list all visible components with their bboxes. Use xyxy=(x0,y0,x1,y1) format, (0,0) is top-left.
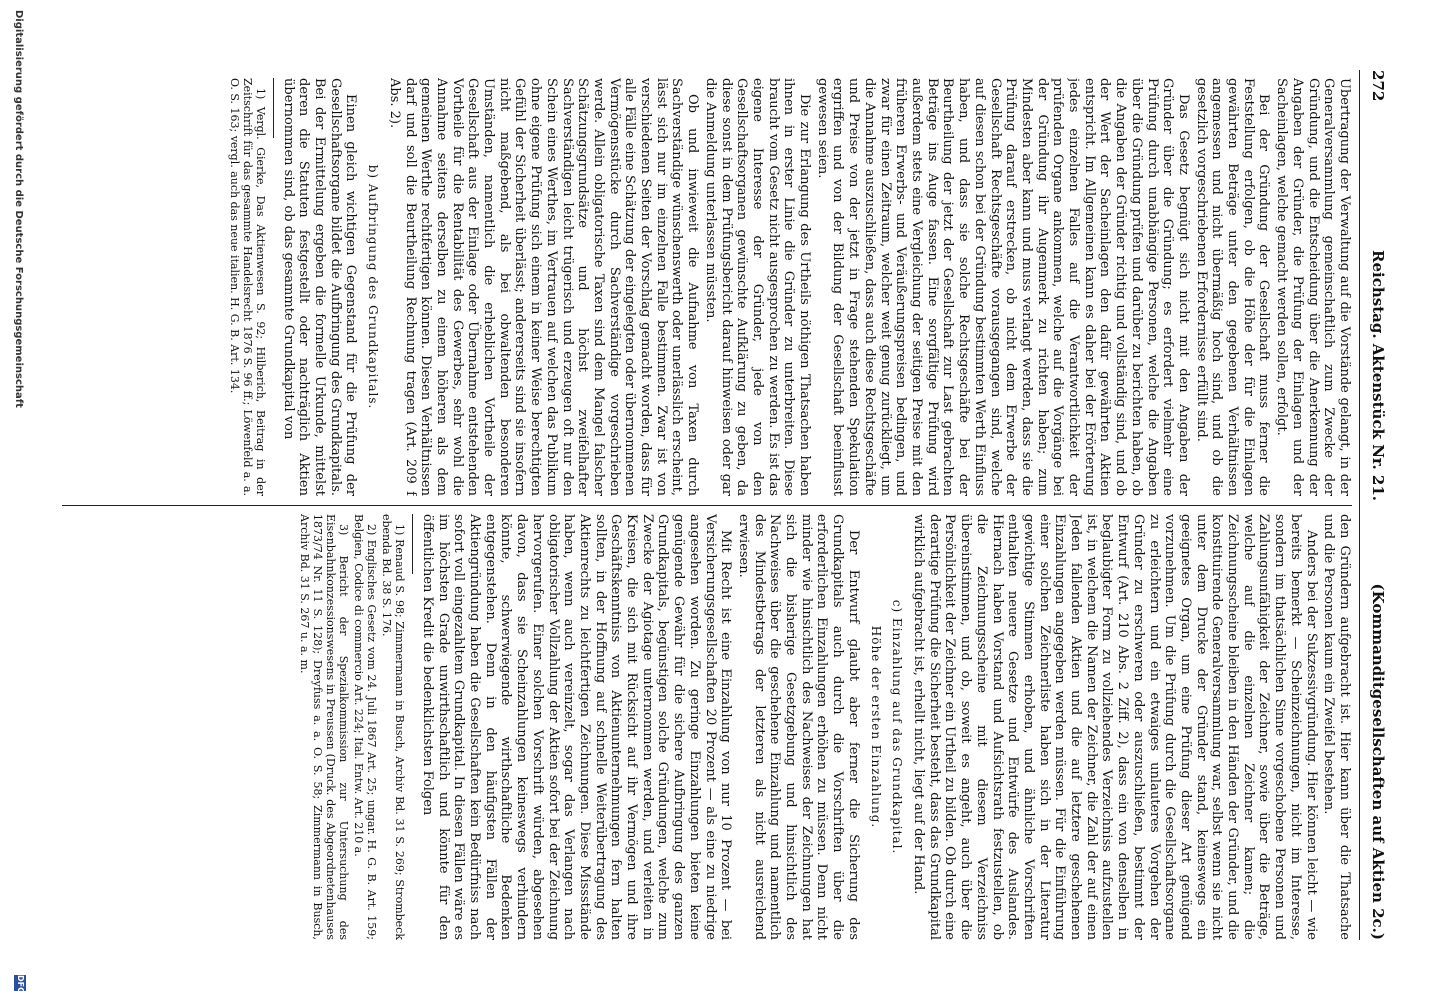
paragraph: Anders bei der Sukzessivgründung. Hier können leicht — wie bereits bemerkt — Scheinzeichnungen, nicht im Interesse, sondern im thatsächlichen Sinne vorgeschobene Personen und Zahlungsunfähigkeit der Zeichner, sowie über die Beträge, welche auf die einzelnen Zeichner kamen; die Zeichnungsscheine bleiben in den Händen der Gründer, und die konstituirende Generalversammlung war, selbst wenn sie nicht unter dem Drucke der Gründer stand, keineswegs ein geeignetes Organ, um eine Prüfung dieser Art genügend vorzunehmen. Um die Prüfung durch die Gesellschaftsorgane zu erleichtern und ein etwaiges unlauteres Vorgehen der Gründer zu erschweren oder auszuschließen, bestimmt der Entwurf (Art. 210 Abs. 2 Ziff. 2), dass ein von denselben in beglaubigter Form zu vollziehendes Verzeichniss aufzustellen ist, in welchem die Namen der Zeichner, die Zahl der auf einen Jeden fallenden Aktien und die auf letztere geschehenen Einzahlungen angegeben werden müssen. Für die Einführung einer solchen Zeichnerliste haben sich in der Literatur gewichtige Stimmen erhoben, und ähnliche Vorschriften enthalten neuere Gesetze und Entwürfe des Auslandes. Hiernach haben Vorstand und Aufsichtsrath festzustellen, ob die Zeichnungsscheine mit diesem Verzeichniss übereinstimmen, und ob, soweit es angeht, auch über die Persönlichkeit der Zeichner ein Urtheil zu bilden. Ob durch eine derartige Prüfung die Sicherheit besteht, dass das Grundkapital wirklich aufgebracht ist, erhellt nicht, liegt auf der Hand. xyxy=(911,514,1319,940)
paragraph: Übertragung der Verwaltung auf die Vorstände gelangt, in der Generalversammlung gemeinschaftlich zum Zwecke der Gründung, und die Entscheidung über die Anerkennung der Angaben der Gründer, die Prüfung der Einlagen und der Sacheinlagen, welche gemacht werden sollen, erfolgt. xyxy=(1274,78,1352,496)
header-rule xyxy=(1359,70,1360,940)
paragraph: den Gründern aufgebracht ist. Hier kann über die Thatsache und die Personen kaum ein Zweifel bestehen. xyxy=(1321,514,1352,940)
section-heading: b) Aufbringung des Grundkapitals. xyxy=(366,164,381,410)
column-divider xyxy=(62,505,1352,506)
paragraph: Die zur Erlangung des Urtheils nöthigen Thatsachen haben ihnen in erster Linie die Gründer zu unterbreiten. Diese braucht vom Gesetz nicht ausgesprochen zu werden. Es ist das eigene Interesse der Gründer, jede von den Gesellschaftsorganen gewünschte Aufklärung zu geben, da diese sonst in dem Prüfungsbericht darauf hinweisen oder gar die Anmeldung unterlassen müssten. xyxy=(702,78,813,496)
dfg-logo: DFG xyxy=(16,975,25,994)
footnote xyxy=(228,78,267,496)
paragraph: Einen gleich wichtigen Gegenstand für die Prüfung der Gesellschaftsorgane bildet die Aufbringung des Grundkapitals. Bei der Ermittelung ergeben die formelle Urkunde, mittelst deren die Statuten festgestellt oder nachträglich Aktien übernommen sind, ob das gesammte Grundkapital von xyxy=(280,78,359,496)
page-number: 272 xyxy=(1369,70,1387,102)
footnote-text: 3) Bericht der Spezialkommission zur Untersuchung des Eisenbahnkonzessionswesens in Preussen (Druck. des Abgeordnetenhauses 1873/74 Nr. 11 S. 128); Dreyfuss a. a. O. S. 58; Zimmermann in Busch, Archiv Bd. 31 S. 267 u. a. m. xyxy=(298,514,351,940)
footnote-text: 2) Englisches Gesetz vom 24. Juli 1867 Art. 25; ungar. H. G. B. Art. 159; Belgien, Codice di commercio Art. 224; Ital. Entw. Art. 210 a. xyxy=(352,514,379,940)
paragraph: Bei der Gründung der Gesellschaft muss ferner die Feststellung erfolgen, ob die Höhe der für die Einlagen gewährten Beträge unter den gegebenen Verhältnissen angemessen und nicht übermäßig hoch sind, und ob die gesetzlich vorgeschriebenen Erfordernisse erfüllt sind. xyxy=(1193,78,1272,496)
sub-heading: Höhe der ersten Einzahlung. xyxy=(868,625,883,829)
header-title: Reichstag. Aktenstück Nr. 21. xyxy=(1369,250,1387,501)
running-header xyxy=(1361,70,1387,940)
footnote-text: 1) Renaud S. 98; Zimmermann in Busch, Archiv Bd. 31 S. 269; Strombeck ebenda Bd. 38 S. 176. xyxy=(380,514,407,940)
footnotes xyxy=(298,514,406,940)
left-column xyxy=(62,78,1352,496)
paragraph: Das Gesetz begnügt sich nicht mit den Angaben der Gründer über die Gründung; es erfordert vielmehr eine Prüfung durch unabhängige Personen, welche die Angaben über die Gründung prüfen und darüber zu berichten haben, ob die Angaben der Gründer richtig und vollständig sind, und ob der Wert der Sacheinlagen den dafür gewährten Aktien entspricht. Im Allgemeinen kann es daher bei der Erörterung jedes einzelnen Falles auf die Verantwortlichkeit der prüfenden Organe ankommen, welche auf die Vorgänge bei der Gründung ihr Augenmerk zu richten haben; zum Mindesten aber kann und muss verlangt werden, dass sie die Prüfung darauf erstrecken, ob nicht dem Erwerbe der Gesellschaft Rechtsgeschäfte vorausgegangen sind, welche auf diesen schon bei der Gründung bestimmten Werth Einfluss haben, und dass sie solche Rechtsgeschäfte bei der Beurtheilung der jetzt der Gesellschaft zur Last gebrachten Beträge ins Auge fassen. Eine sorgfältige Prüfung wird außerdem stets eine Vergleichung der seitigen Preise mit den früheren Erwerbs- und Veräußerungspreisen bedingen, und zwar für einen Zeitraum, welcher weit genug zurückliegt, um die Annahme auszuschließen, dass auch diese Rechtsgeschäfte und Preise von der jetzt in Frage stehenden Spekulation ergriffen und von der Bildung der Gesellschaft beeinflusst gewesen seien. xyxy=(814,78,1191,496)
footnote-rule xyxy=(412,514,413,574)
footnote-text: 1) Vergl. Gierke, Das Aktienwesen S. 92; Hilberich, Beitrag in der Zeitschrift für das gesammte Handelsrecht 1876 S. 96 ff.; Löwenfeld a. a. O. S. 163; vergl. auch das neue italien. H. G. B. Art. 134. xyxy=(227,78,267,496)
footnote-rule xyxy=(273,78,274,138)
section-heading: c) Einzahlung auf das Grundkapital. xyxy=(890,599,905,855)
paragraph: Mit Recht ist eine Einzahlung von nur 10 Prozent — bei Versicherungsgesellschaften 20 Prozent — als eine zu niedrige angesehen worden. Zu geringe Einzahlungen bieten keine genügende Gewähr für die sichere Aufbringung des ganzen Grundkapitals, begünstigen solche Gründungen, welche zum Zwecke der Agiotage unternommen werden, und verleiten in Kreisen, die sich mit Rücksicht auf ihr Vermögen und ihre Geschäftskenntniss von Aktienunternehmungen fern halten sollten, in der Hoffnung auf schnelle Weiterübertragung des Aktienrechts zu leichtfertigen Zeichnungen. Diese Missstände haben, wenn auch vereinzelt, sogar das Verlangen nach obligatorischer Vollzahlung der Aktien sofort bei der Zeichnung hervorgerufen. Einer solchen Vorschrift würden, abgesehen davon, dass sie Scheinzahlungen keineswegs verhindern könnte, schwerwiegende wirthschaftliche Bedenken entgegenstehen. Denn in den häufigsten Fällen der Aktiengründung haben die Gesellschaften kein Bedürfniss nach sofort voll eingezahltem Grundkapital. In diesen Fällen wäre es im höchsten Grade unwirthschaftlich und könnte für den öffentlichen Kredit die bedenklichsten Folgen xyxy=(419,514,734,940)
digitization-credit: Digitalisierung gefördert durch die Deutsche Forschungsgemeinschaft xyxy=(13,10,24,408)
right-column xyxy=(62,514,1352,940)
header-subtitle: (Kommanditgesellschaften auf Aktien 2c.) xyxy=(1369,583,1387,940)
paragraph: Der Entwurf glaubt aber ferner die Sicherung des Grundkapitals auch durch die Vorschriften über die erforderlichen Einzahlungen erhöhen zu müssen. Denn nicht minder wie hinsichtlich des Nachweises der Zeichnungen hat sich die bisherige Gesetzgebung und hinsichtlich des Nachweises über die geschehene Einzahlung und namentlich des Mindestbetrags der letzteren als nicht ausreichend erwiesen. xyxy=(735,514,861,940)
paragraph: Ob und inwieweit die Aufnahme von Taxen durch Sachverständige wünschenswerth oder unerlässlich erscheint, lässt sich nur im einzelnen Falle bestimmen. Zwar ist von verschiedenen Seiten der Vorschlag gemacht worden, dass für alle Fälle eine Schätzung der eingelegten oder übernommenen Vermögensstücke durch Sachverständige vorgeschrieben werde. Allein obligatorische Taxen sind dem Mangel falscher Schätzungsgrundsätze und höchst zweifelhafter Sachverständigen leicht trügerisch und erzeugen oft nur den Schein eines Werthes, im Vertrauen auf welchen das Publikum ohne eigene Prüfung sich einem in keiner Weise berechtigten Gefühl der Sicherheit überlässt; andererseits sind sie insofern nicht maßgebend, als bei obwaltenden besonderen Umständen, namentlich die erheblichen Vortheile der Gesellschaft aus der Einlage oder Übernahme entstehenden Vortheile für die Rentabilität des Gewerbes, sehr wohl die Annahme seitens derselben zu einem höheren als dem gemeinen Werthe rechtfertigen können. Diesen Verhältnissen darf und soll die Beurtheilung Rechnung tragen (Art. 209 f Abs. 2). xyxy=(386,78,701,496)
